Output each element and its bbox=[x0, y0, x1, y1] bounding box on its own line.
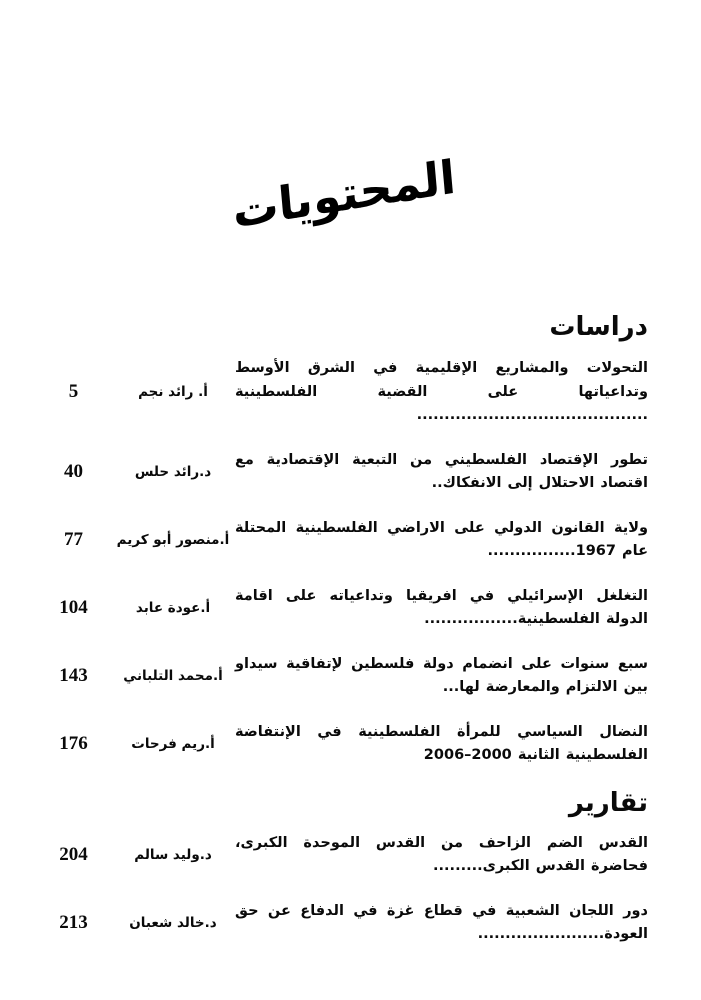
page-title: المحتويات bbox=[230, 149, 458, 239]
entry-page-number: 204 bbox=[59, 844, 88, 866]
toc-entry bbox=[40, 517, 648, 564]
toc-entry bbox=[40, 900, 648, 947]
entry-author: د.وليد سالم bbox=[134, 847, 212, 864]
entry-page-number: 213 bbox=[59, 912, 88, 934]
entry-title: النضال السياسي للمرأة الفلسطينية في الإنتفاضة الفلسطينية الثانية 2000–2006 bbox=[235, 723, 648, 763]
entry-title: التغلغل الإسرائيلي في افريقيا وتداعياته على اقامة الدولة الفلسطينية................. bbox=[235, 587, 648, 628]
toc-entry bbox=[40, 585, 648, 632]
entry-author: أ. رائد نجم bbox=[138, 384, 208, 401]
entry-author: أ.ريم فرحات bbox=[131, 736, 215, 752]
entry-title: سبع سنوات على انضمام دولة فلسطين لإتفاقية سيداو بين الالتزام والمعارضة لها... bbox=[235, 655, 648, 696]
toc-entry bbox=[40, 357, 648, 427]
entry-page-number: 176 bbox=[59, 733, 88, 754]
entry-author: د.رائد حلس bbox=[134, 464, 212, 481]
toc-entry bbox=[40, 832, 648, 879]
entry-author: أ.عودة عابد bbox=[135, 600, 211, 617]
section-heading-reports: تقارير bbox=[568, 788, 648, 819]
entry-title: التحولات والمشاريع الإقليمية في الشرق الأوسط وتداعياتها على القضية الفلسطينية .......................................... bbox=[235, 360, 648, 424]
entry-page-number: 40 bbox=[64, 461, 83, 483]
entry-author: أ.محمد التلباني bbox=[123, 668, 223, 685]
entry-page-number: 77 bbox=[64, 529, 83, 551]
entry-author: د.خالد شعبان bbox=[129, 915, 217, 932]
entry-page-number: 143 bbox=[59, 665, 88, 687]
section-heading-studies: دراسات bbox=[549, 312, 648, 342]
toc-entry bbox=[40, 721, 648, 768]
entry-title: ولاية القانون الدولي على الاراضي الفلسطينية المحتلة عام 1967................ bbox=[235, 519, 648, 560]
entry-title: تطور الإقتصاد الفلسطيني من التبعية الإقتصادية مع اقتصاد الاحتلال إلى الانفكاك.. bbox=[235, 451, 648, 492]
entry-title: القدس الضم الزاحف من القدس الموحدة الكبرى، فحاضرة القدس الكبرى......... bbox=[235, 834, 648, 875]
entry-page-number: 5 bbox=[68, 381, 79, 403]
toc-entry bbox=[40, 653, 648, 700]
entry-title: دور اللجان الشعبية في قطاع غزة في الدفاع عن حق العودة....................... bbox=[235, 902, 648, 943]
toc-entry bbox=[40, 449, 648, 496]
entry-page-number: 104 bbox=[59, 597, 88, 619]
entry-author: أ.منصور أبو كريم bbox=[116, 532, 230, 549]
